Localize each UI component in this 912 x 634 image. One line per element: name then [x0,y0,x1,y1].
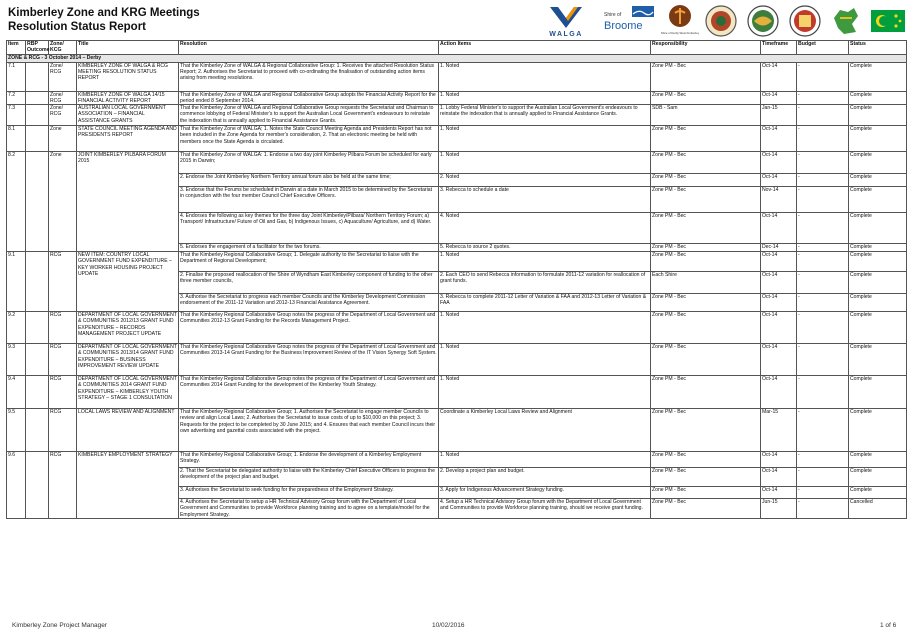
action-item-cell: 5. Rebecca to source 2 quotes. [439,244,651,252]
status-cell: Complete [849,174,907,187]
responsibility-cell: Zone PM - Bec [651,213,761,244]
responsibility-cell: Zone PM - Bec [651,344,761,376]
budget-cell: - [797,213,849,244]
walga-logo-text: WALGA [549,31,583,38]
col-header-rbp-outcome: RBP Outcome [27,41,50,54]
responsibility-cell: Zone PM - Bec [651,187,761,213]
timeframe-cell: Oct-14 [761,468,797,487]
responsibility-cell: Zone PM - Bec [651,244,761,252]
budget-cell: - [797,452,849,468]
budget-cell: - [797,312,849,344]
status-cell: Complete [849,62,907,91]
table-row [7,376,907,409]
title-line-1: Kimberley Zone and KRG Meetings [8,7,200,19]
budget-cell: - [797,272,849,294]
status-cell: Complete [849,105,907,126]
action-item-cell: 1. Lobby Federal Minister's to support the Australian Local Government's endeavours to reinstate the indexation that is annually applied to Financial Assistance Grants. [439,105,651,126]
budget-cell: - [797,174,849,187]
status-cell: Complete [849,344,907,376]
budget-cell: - [797,487,849,499]
title-cell: AUSTRALIAN LOCAL GOVERNMENT ASSOCIATION – FINANCIAL ASSISTANCE GRANTS [77,105,179,126]
timeframe-cell: Nov-14 [761,187,797,213]
status-cell: Complete [849,452,907,468]
action-item-cell: 2. Each CEO to send Rebecca information to formulate 2011-12 variation for reallocation of grant funds. [439,272,651,294]
title-line-2: Resolution Status Report [8,21,147,33]
walga-logo [540,4,592,38]
table-row [7,152,907,174]
timeframe-cell: Mar-15 [761,409,797,452]
status-cell: Complete [849,487,907,499]
status-cell: Complete [849,468,907,487]
timeframe-cell: Oct-14 [761,62,797,91]
rbp-outcome-cell [26,91,49,105]
budget-cell: - [797,152,849,174]
title-cell: KIMBERLEY ZONE OF WALGA & RCG MEETING RESOLUTION STATUS REPORT [77,62,179,91]
zone-cell: RCG [49,452,77,519]
resolution-cell: That the Kimberley Regional Collaborative Group; 1. Endorse the development of a Kimberley Employment Strategy. [179,452,439,468]
status-cell: Complete [849,244,907,252]
budget-cell: - [797,105,849,126]
item-number: 7.3 [7,105,26,126]
zone-heading: ZONE & RCG - 3 October 2014 – Derby [7,54,907,62]
table-row [7,105,907,126]
table-row [7,91,907,105]
timeframe-cell: Oct-14 [761,487,797,499]
item-number: 9.1 [7,252,26,312]
timeframe-cell: Jan-15 [761,105,797,126]
zone-cell: RCG [49,312,77,344]
footer-date: 10/02/2016 [432,622,465,629]
timeframe-cell: Oct-14 [761,126,797,152]
responsibility-cell: Zone PM - Bec [651,126,761,152]
action-item-cell: 2. Noted [439,174,651,187]
action-item-cell: 1. Noted [439,152,651,174]
resolution-cell: That the Kimberley Regional Collaborative Group notes the progress of the Department of Local Government and Communities 2012-13 Grant Funding for the Records Management Project. [179,312,439,344]
timeframe-cell: Oct-14 [761,272,797,294]
responsibility-cell: Zone PM - Bec [651,499,761,519]
rbp-outcome-cell [26,344,49,376]
action-item-cell: 1. Noted [439,252,651,272]
status-cell: Complete [849,376,907,409]
timeframe-cell: Oct-14 [761,376,797,409]
budget-cell: - [797,344,849,376]
cocos-flag-logo [870,4,906,38]
col-header-budget: Budget [797,41,849,55]
zone-cell: Zone/ RCG [49,62,77,91]
report-title [8,6,200,34]
resolution-cell: 2. That the Secretariat be delegated authority to liaise with the Kimberley Chief Executive Officers to progress the development of the project plan and budget. [179,468,439,487]
budget-cell: - [797,252,849,272]
title-cell: DEPARTMENT OF LOCAL GOVERNMENT & COMMUNITIES 2012/13 GRANT FUND EXPENDITURE – RECORDS MANAGEMENT PROJECT UPDATE [77,312,179,344]
responsibility-cell: Zone PM - Bec [651,91,761,105]
title-cell: LOCAL LAWS REVIEW AND ALIGNMENT [77,409,179,452]
crest-logo-3 [788,4,822,38]
col-header-item: Item [7,41,26,55]
budget-cell: - [797,126,849,152]
budget-cell: - [797,91,849,105]
action-item-cell: 3. Apply for Indigenous Advancement Strategy funding. [439,487,651,499]
col-header-responsibility: Responsibility [651,41,761,55]
budget-cell: - [797,468,849,487]
status-cell: Complete [849,409,907,452]
item-number: 9.5 [7,409,26,452]
zone-cell: Zone [49,126,77,152]
item-number: 9.3 [7,344,26,376]
title-cell: KIMBERLEY EMPLOYMENT STRATEGY [77,452,179,519]
responsibility-cell: Zone PM - Bec [651,487,761,499]
status-cell: Complete [849,272,907,294]
budget-cell: - [797,244,849,252]
footer-left: Kimberley Zone Project Manager [12,622,108,629]
status-cell: Complete [849,213,907,244]
timeframe-cell: Oct-14 [761,452,797,468]
timeframe-cell: Oct-14 [761,91,797,105]
item-number: 9.4 [7,376,26,409]
action-item-cell: 4. Noted [439,213,651,244]
col-header-resolution: Resolution [179,41,439,55]
resolution-cell: 3. Authorises the Secretariat to seek funding for the preparedness of the Employment Strategy. [179,487,439,499]
crest-logo-2 [746,4,780,38]
resolution-cell: 2. Finalise the proposed reallocation of the Shire of Wyndham East Kimberley component of funding to the other three member councils, [179,272,439,294]
timeframe-cell: Dec-14 [761,244,797,252]
item-number: 7.2 [7,91,26,105]
budget-cell: - [797,376,849,409]
council-logos [540,4,906,38]
table-row [7,62,907,91]
status-cell: Complete [849,91,907,105]
timeframe-cell: Oct-14 [761,213,797,244]
timeframe-cell: Oct-14 [761,174,797,187]
responsibility-cell: Zone PM - Bec [651,152,761,174]
item-number: 9.2 [7,312,26,344]
zone-cell: Zone [49,152,77,252]
item-number: 7.1 [7,62,26,91]
table-row [7,344,907,376]
responsibility-cell: Zone PM - Bec [651,312,761,344]
title-cell: DEPARTMENT OF LOCAL GOVERNMENT & COMMUNITIES 2013/14 GRANT FUND EXPENDITURE – BUSINESS IMPROVEMENT REVIEW UPDATE [77,344,179,376]
resolution-cell: That the Kimberley Zone of WALGA; 1. Notes the State Council Meeting Agenda and Presidents Report has not been included in the Zone Agenda for member's consideration, 2. That an electronic meeting be held with members once the State Agenda is circulated. [179,126,439,152]
resolution-cell: 2. Endorse the Joint Kimberley Northern Territory annual forum also be held at the same time; [179,174,439,187]
responsibility-cell: Zone PM - Bec [651,452,761,468]
rbp-outcome-cell [26,126,49,152]
shire-map-logo [830,4,862,38]
col-header-zone: Zone/ KCG [49,41,77,55]
rbp-outcome-cell [26,105,49,126]
col-header-timeframe: Timeframe [761,41,797,55]
resolution-cell: 4. Endorses the following as key themes for the three day Joint Kimberley/Pilbara/ Northern Territory Forum; a) Transport/ Infrastructure/ Future of Oil and Gas, b) Indigenous Issues, c) Aquaculture/ Agriculture, and d) Water. [179,213,439,244]
rbp-outcome-cell [26,152,49,252]
table-row [7,312,907,344]
table-row [7,409,907,452]
crest-logo-1 [704,4,738,38]
action-item-cell: Coordinate a Kimberley Local Laws Review and Alignment [439,409,651,452]
col-header-title: Title [77,41,179,55]
resolution-cell: That the Kimberley Regional Collaborative Group notes the progress of the Department of Local Government and Communities 2013-14 Grant Funding for the Business Improvement Review of the IT Vision Synergy Soft System. [179,344,439,376]
status-cell: Complete [849,126,907,152]
budget-cell: - [797,294,849,312]
resolution-cell: 4. Authorises the Secretariat to setup a HR Technical Advisory Group forum with the Department of Local Government and Communities to provide Workforce planning training and to agree on a template/model for the Employment Strategy. [179,499,439,519]
status-cell: Complete [849,252,907,272]
broome-logo-small: Shire of [604,12,622,18]
action-item-cell: 1. Noted [439,376,651,409]
derby-logo-text: Shire of Derby West Kimberley [660,31,700,35]
status-cell: Cancelled [849,499,907,519]
resolution-cell: That the Kimberley Regional Collaborative Group; 1. Authorises the Secretariat to engage member Councils to review and align Local Laws; 2. Authorises the Secretariat to issue costs of up to $10,000 on this project; 3. Requests for the project to be completed by 30 June 2015; and 4. Ensures that each member Council incurs their own advertising and gazettal costs associated with the project. [179,409,439,452]
table-row [7,452,907,468]
table-body [7,62,907,519]
zone-cell: RCG [49,344,77,376]
table-header-row [7,41,907,55]
col-header-status: Status [849,41,907,55]
timeframe-cell: Oct-14 [761,344,797,376]
action-item-cell: 2. Develop a project plan and budget. [439,468,651,487]
action-item-cell: 1. Noted [439,344,651,376]
table-row [7,126,907,152]
resolution-cell: 5. Endorses the engagement of a facilitator for the two forums. [179,244,439,252]
timeframe-cell: Oct-14 [761,312,797,344]
responsibility-cell: Zone PM - Bec [651,468,761,487]
broome-logo-text: Broome [604,20,643,32]
zone-cell: Zone/ RCG [49,105,77,126]
rbp-outcome-cell [26,252,49,312]
rbp-outcome-cell [26,376,49,409]
budget-cell: - [797,499,849,519]
budget-cell: - [797,62,849,91]
title-cell: STATE COUNCIL MEETING AGENDA AND PRESIDENTS REPORT [77,126,179,152]
action-item-cell: 3. Rebecca to schedule a date [439,187,651,213]
title-cell: KIMBERLEY ZONE OF WALGA 14/15 FINANCIAL ACTIVITY REPORT [77,91,179,105]
table-row [7,252,907,272]
status-cell: Complete [849,152,907,174]
action-item-cell: 1. Noted [439,452,651,468]
resolution-cell: That the Kimberley Zone of WALGA and Regional Collaborative Group requests the Secretariat and Chairman to commence lobbying of Federal Minister's to support the Australian Local Government's endeavours to reinstate the indexation that is annually applied to Financial Assistance Grants. [179,105,439,126]
timeframe-cell: Oct-14 [761,294,797,312]
item-number: 9.6 [7,452,26,519]
resolution-cell: That the Kimberley Zone of WALGA: 1. Endorse a two day joint Kimberley Pilbara Forum be scheduled for early 2015 in Darwin; [179,152,439,174]
zone-cell: RCG [49,252,77,312]
rbp-outcome-cell [26,312,49,344]
broome-logo [602,4,658,38]
title-cell: NEW ITEM: COUNTRY LOCAL GOVERNMENT FUND EXPENDITURE – KEY WORKER HOUSING PROJECT UPDATE [77,252,179,312]
timeframe-cell: Oct-14 [761,252,797,272]
item-number: 8.1 [7,126,26,152]
timeframe-cell: Jun-15 [761,499,797,519]
action-item-cell: 4. Setup a HR Technical Advisory Group forum with the Department of Local Government and Communities to provide Workforce planning training, should we receive grant funding. [439,499,651,519]
resolution-cell: 3. Authorise the Secretariat to progress each member Councils and the Kimberley Development Commission endorsement of the 2011-12 Variation and 2012-13 Financial Assistance Agreement. [179,294,439,312]
responsibility-cell: Zone PM - Bec [651,174,761,187]
title-cell: DEPARTMENT OF LOCAL GOVERNMENT & COMMUNITIES 2014 GRANT FUND EXPENDITURE – KIMBERLEY YOUTH STRATEGY – STAGE 1 CONSULTATION [77,376,179,409]
responsibility-cell: Zone PM - Bec [651,294,761,312]
timeframe-cell: Oct-14 [761,152,797,174]
action-item-cell: 3. Rebecca to complete 2011-12 Letter of Variation & FAA and 2012-13 Letter of Variation & FAA [439,294,651,312]
resolution-cell: That the Kimberley Regional Collaborative Group notes the progress of the Department of Local Government and Communities 2014 Grant Funding for the development of the Kimberley Youth Strategy. [179,376,439,409]
item-number: 8.2 [7,152,26,252]
resolution-status-table [6,40,907,519]
zone-cell: Zone/ RCG [49,91,77,105]
action-item-cell: 1. Noted [439,126,651,152]
action-item-cell: 1. Noted [439,91,651,105]
resolution-cell: That the Kimberley Regional Collaborative Group; 1. Delegate authority to the Secretariat to liaise with the Department of Regional Development; [179,252,439,272]
resolution-cell: That the Kimberley Zone of WALGA & Regional Collaborative Group: 1. Receives the attached Resolution Status Report; 2. Authorises the Secretariat to proceed with co-ordinating the finalisation of outstanding action items arising from meeting resolutions. [179,62,439,91]
title-cell: JOINT KIMBERLEY PILBARA FORUM 2015 [77,152,179,252]
zone-cell: RCG [49,376,77,409]
responsibility-cell: Zone PM - Bec [651,252,761,272]
status-cell: Complete [849,294,907,312]
responsibility-cell: SDB - Sam [651,105,761,126]
budget-cell: - [797,187,849,213]
resolution-cell: 3. Endorse that the Forums be scheduled in Darwin at a date in March 2015 to be determined by the Secretariat in conjunction with the four member Council Chief Executive Officers. [179,187,439,213]
responsibility-cell: Each Shire [651,272,761,294]
rbp-outcome-cell [26,452,49,519]
status-cell: Complete [849,187,907,213]
status-cell: Complete [849,312,907,344]
responsibility-cell: Zone PM - Bec [651,409,761,452]
resolution-cell: That the Kimberley Zone of WALGA and Regional Collaborative Group adopts the Financial Activity Report for the period ended 8 September 2014. [179,91,439,105]
rbp-outcome-cell [26,409,49,452]
col-header-action-items: Action Items [439,41,651,55]
derby-logo [660,4,700,38]
zone-cell: RCG [49,409,77,452]
budget-cell: - [797,409,849,452]
rbp-outcome-cell [26,62,49,91]
responsibility-cell: Zone PM - Bec [651,62,761,91]
footer-page-number: 1 of 6 [880,622,897,629]
responsibility-cell: Zone PM - Bec [651,376,761,409]
action-item-cell: 1. Noted [439,62,651,91]
action-item-cell: 1. Noted [439,312,651,344]
zone-heading-row [7,54,907,62]
